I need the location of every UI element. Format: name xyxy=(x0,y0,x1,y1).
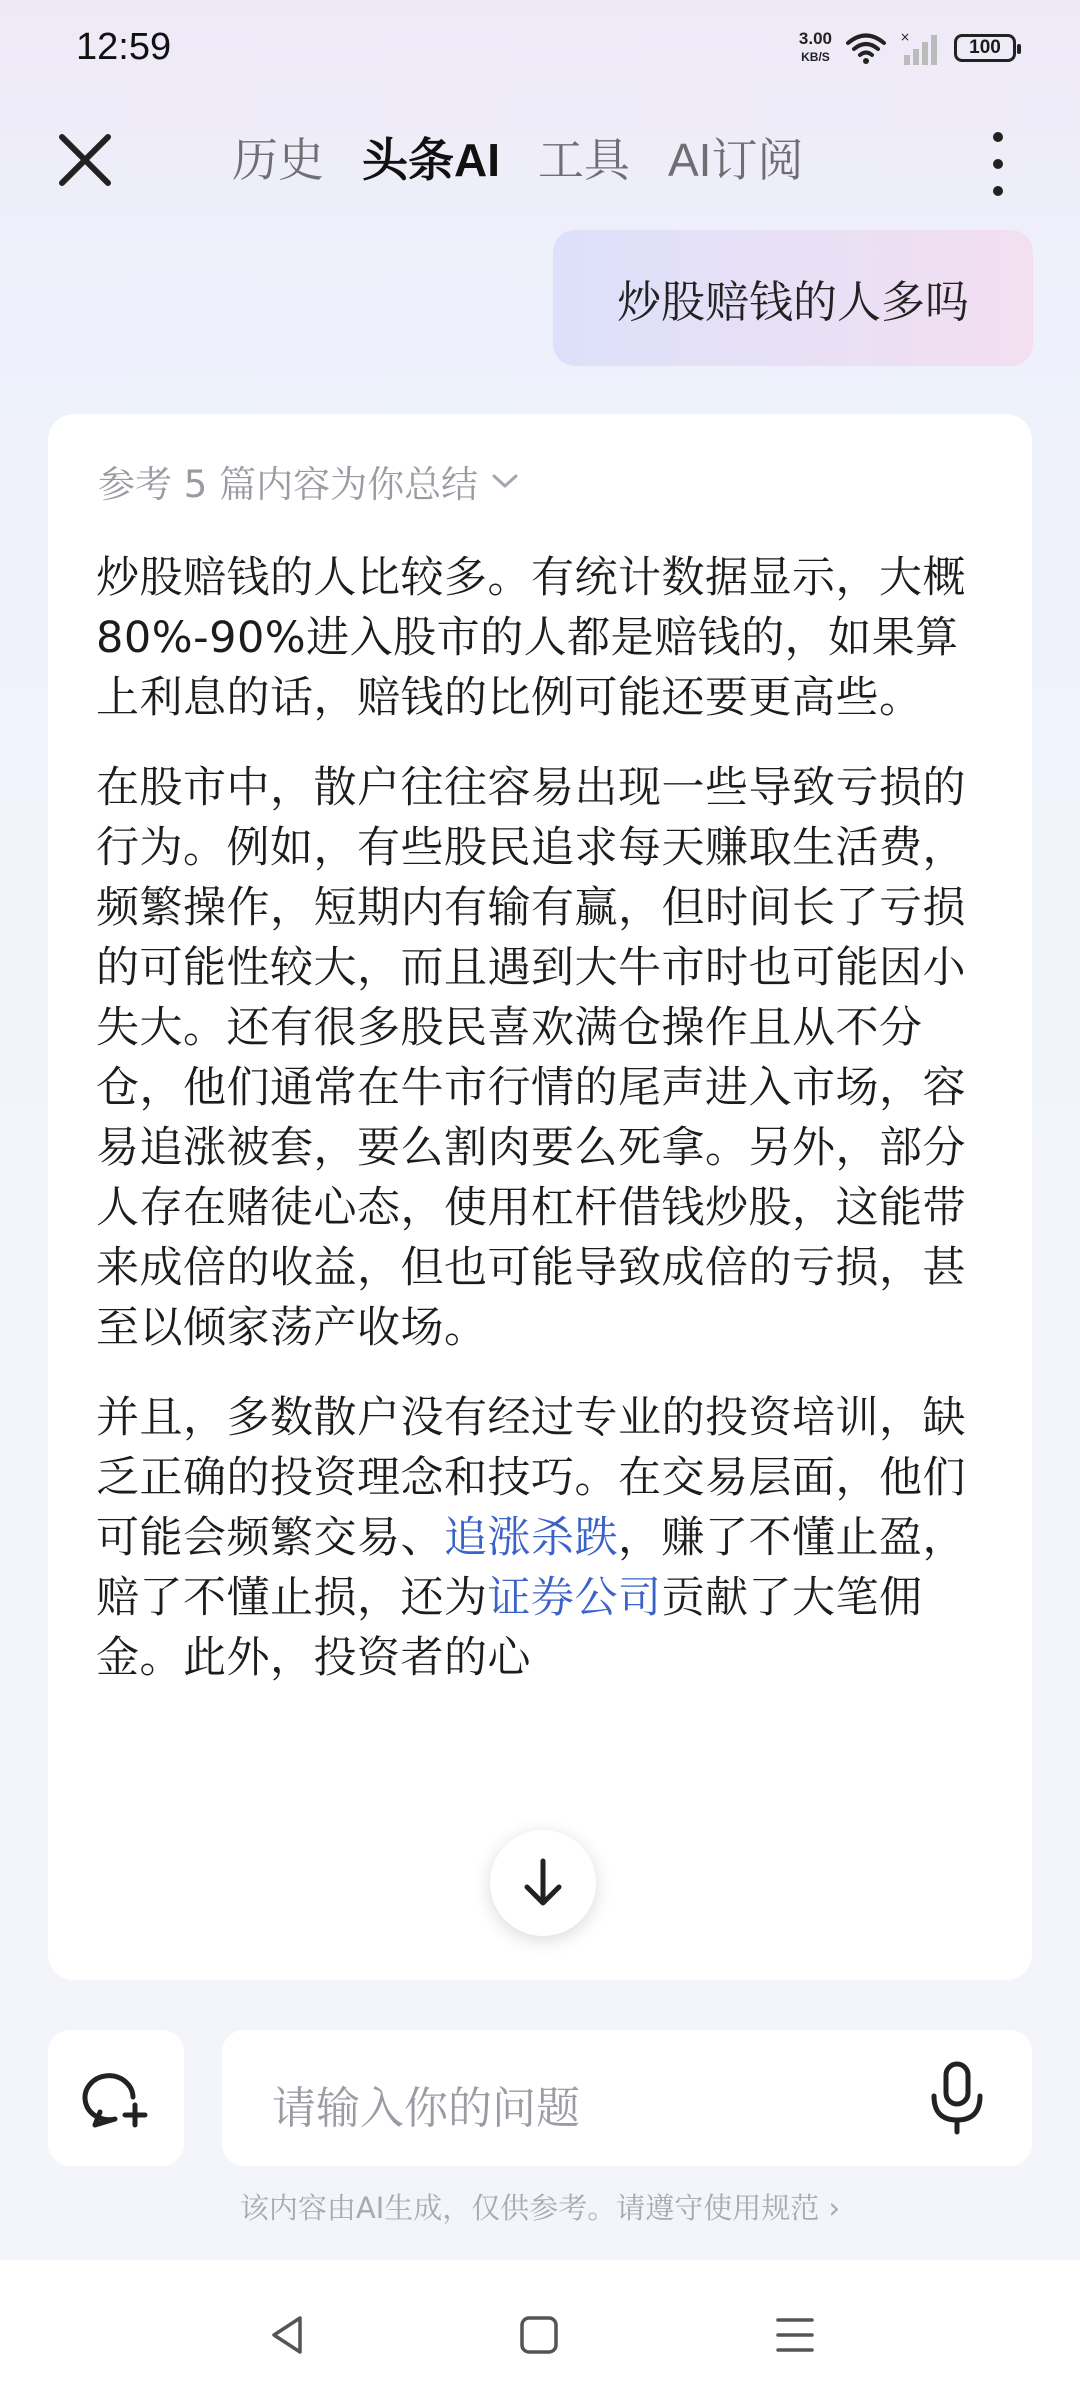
more-options-icon[interactable] xyxy=(976,124,1020,204)
close-icon[interactable] xyxy=(50,125,120,195)
chevron-right-icon: › xyxy=(828,2191,841,2225)
user-message-bubble: 炒股赔钱的人多吗 xyxy=(553,230,1033,366)
answer-text: 并且，多数散户没有经过专业的投资培训，缺乏正确的投资理念和技巧。在交易层面，他们可能会频繁交易、 xyxy=(96,1393,966,1563)
tab-ai-subscription[interactable]: AI订阅 xyxy=(668,134,804,186)
ai-answer-card xyxy=(48,414,1032,1980)
more-dot xyxy=(993,132,1003,142)
microphone-icon[interactable] xyxy=(922,2060,992,2136)
link-zhuizhang-shadie[interactable]: 追涨杀跌 xyxy=(444,1513,618,1563)
tab-toutiao-ai[interactable]: 头条AI xyxy=(362,134,500,186)
network-speed-unit: KB/S xyxy=(801,50,830,64)
svg-text:×: × xyxy=(900,31,911,44)
new-chat-icon xyxy=(81,2067,151,2129)
answer-paragraph-1: 炒股赔钱的人比较多。有统计数据显示，大概80%-90%进入股市的人都是赔钱的，如果算上利息的话，赔钱的比例可能还要更高些。 xyxy=(96,553,966,723)
more-dot xyxy=(993,186,1003,196)
wifi-icon xyxy=(846,32,886,64)
back-icon[interactable] xyxy=(262,2310,312,2360)
answer-paragraph-2: 在股市中，散户往往容易出现一些导致亏损的行为。例如，有些股民追求每天赚取生活费，频繁操作，短期内有输有赢，但时间长了亏损的可能性较大，而且遇到大牛市时也可能因小失大。还有很多股民喜欢满仓操作且从不分仓，他们通常在牛市行情的尾声进入市场，容易追涨被套，要么割肉要么死拿。另外，部分人存在赌徒心态，使用杠杆借钱炒股，这能带来成倍的收益，但也可能导致成倍的亏损，甚至以倾家荡产收场。 xyxy=(96,763,966,1353)
chevron-down-icon xyxy=(490,471,520,491)
answer-body xyxy=(96,548,996,1718)
recents-icon[interactable] xyxy=(770,2310,820,2360)
network-speed-value: 3.00 xyxy=(798,29,832,48)
answer-text: ，赚了不懂止盈，赔了不懂止损，还为 xyxy=(96,1513,966,1623)
arrow-down-icon xyxy=(521,1857,565,1909)
reference-summary-text: 参考 5 篇内容为你总结 xyxy=(98,463,479,506)
home-icon[interactable] xyxy=(514,2310,564,2360)
system-nav-bar xyxy=(0,2270,1080,2400)
status-icons xyxy=(799,30,1016,66)
signal-icon xyxy=(900,31,940,65)
status-time: 12:59 xyxy=(76,26,172,68)
input-placeholder: 请输入你的问题 xyxy=(272,2083,580,2134)
battery-icon: 100 xyxy=(954,34,1016,62)
network-speed xyxy=(799,30,832,66)
disclaimer-text: 该内容由AI生成，仅供参考。请遵守使用规范 xyxy=(239,2191,820,2225)
scroll-to-bottom-button[interactable] xyxy=(490,1830,596,1936)
new-chat-button[interactable] xyxy=(48,2030,184,2166)
ai-disclaimer[interactable] xyxy=(0,2186,1080,2227)
link-securities-company[interactable]: 证券公司 xyxy=(487,1573,662,1623)
top-nav xyxy=(0,110,1080,210)
status-bar xyxy=(0,0,1080,100)
question-input[interactable] xyxy=(222,2030,1032,2166)
tab-history[interactable]: 历史 xyxy=(232,134,324,186)
more-dot xyxy=(993,159,1003,169)
answer-paragraph-3 xyxy=(96,1388,996,1688)
tab-tools[interactable]: 工具 xyxy=(538,134,630,186)
tab-bar xyxy=(232,124,803,190)
answer-text: 贡献了大笔佣金。此外，投资者的心 xyxy=(96,1573,923,1683)
reference-summary[interactable] xyxy=(98,454,520,508)
